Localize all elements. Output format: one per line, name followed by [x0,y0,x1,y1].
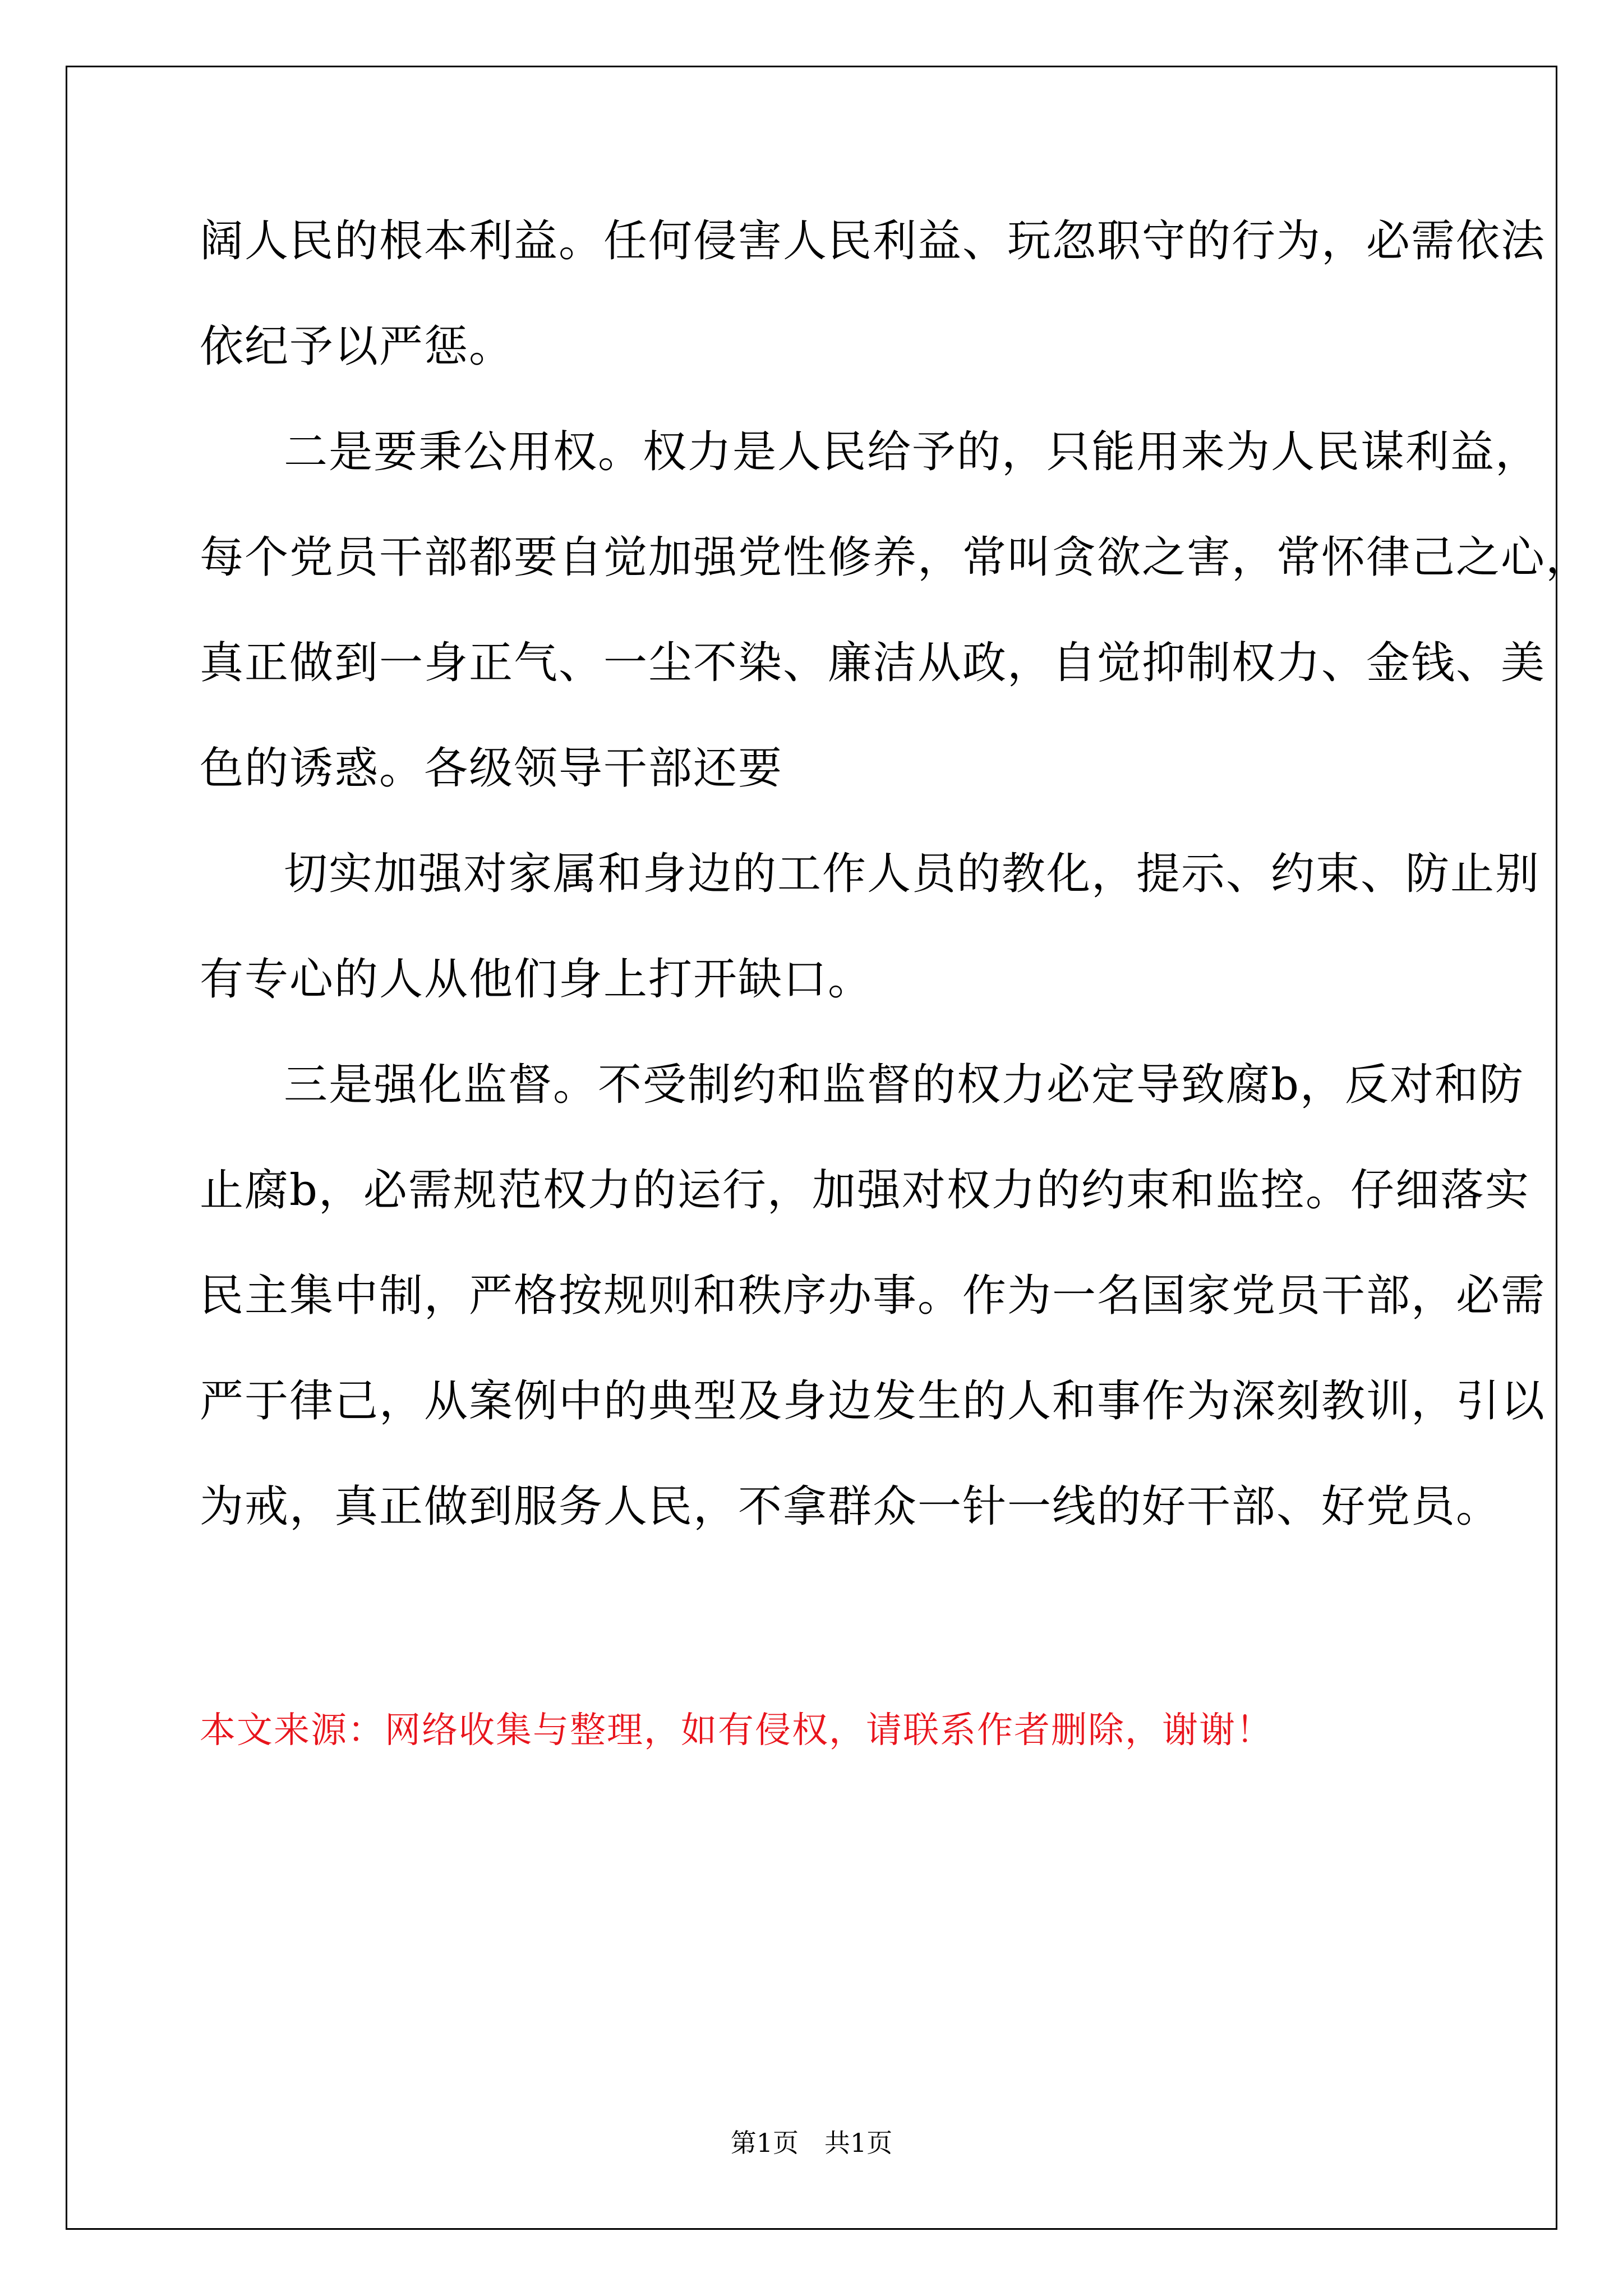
paragraph-4-line-2: 止腐b，必需规范权力的运行，加强对权力的约束和监控。仔细落实 [200,1165,1530,1216]
document-body [200,213,1591,1535]
paragraph-2-line-3: 真正做到一身正气、一尘不染、廉洁从政，自觉抑制权力、金钱、美 [200,638,1546,688]
paragraph-2-line-4: 色的诱惑。各级领导干部还要 [200,743,783,794]
paragraph-3-line-1: 切实加强对家属和身边的工作人员的教化，提示、约束、防止别 [284,849,1541,899]
paragraph-4-line-1: 三是强化监督。不受制约和监督的权力必定导致腐b，反对和防 [284,1060,1524,1110]
paragraph-1-line-2: 依纪予以严惩。 [200,321,514,372]
paragraph-4-line-4: 严于律己，从案例中的典型及身边发生的人和事作为深刻教训，引以 [200,1376,1546,1427]
source-notice: 本文来源：网络收集与整理，如有侵权，请联系作者删除，谢谢！ [200,1710,1273,1751]
paragraph-2-line-1: 二是要秉公用权。权力是人民给予的，只能用来为人民谋利益， [284,427,1541,477]
paragraph-1-line-1: 阔人民的根本利益。任何侵害人民利益、玩忽职守的行为，必需依法 [200,216,1546,266]
page-footer: 第1页 共1页 [730,2128,893,2158]
paragraph-3-line-2: 有专心的人从他们身上打开缺口。 [200,954,873,1005]
paragraph-2-line-2: 每个党员干部都要自觉加强党性修养，常叫贪欲之害，常怀律己之心， [200,532,1591,583]
paragraph-4-line-3: 民主集中制，严格按规则和秩序办事。作为一名国家党员干部，必需 [200,1271,1546,1321]
paragraph-4-line-5: 为戒，真正做到服务人民，不拿群众一针一线的好干部、好党员。 [200,1481,1501,1532]
